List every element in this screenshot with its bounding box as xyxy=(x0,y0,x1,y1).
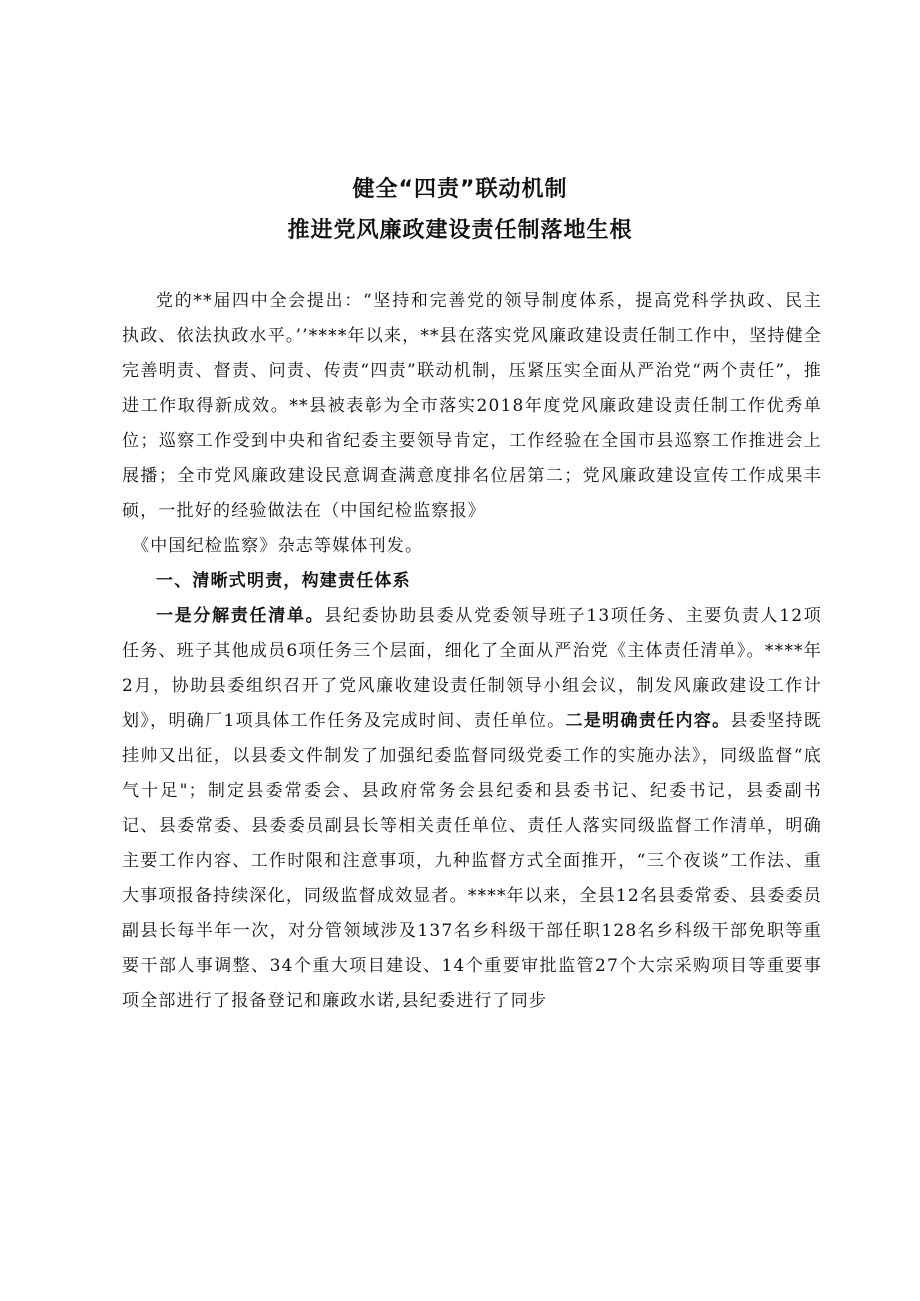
lead-phrase-2: 二是明确责任内容。 xyxy=(565,711,731,731)
paragraph-intro: 党的**届四中全会提出：“坚持和完善党的领导制度体系，提高党科学执政、民主执政、依法执政水平。’’****年以来，**县在落实党风廉政建设责任制工作中，坚持健全完善明责、督责、问责、传责“四责”联动机制，压紧压实全面从严治党“两个责任”，推进工作取得新成效。**县被表彰为全市落实2018年度党风廉政建设责任制工作优秀单位；巡察工作受到中央和省纪委主要领导肯定，工作经验在全国市县巡察工作推进会上展播；全市党风廉政建设民意调查满意度排名位居第二；党风廉政建设宣传工作成果丰硕，一批好的经验做法在（中国纪检监察报》 xyxy=(122,291,822,521)
paragraph-text-1: 县纪委协助县委从党委领导班子13项任务、主要负责人12项任务、班子其他成员6项任务三个层面，细化了全面从严治党《主体责任清单》。****年2月，协助县委组织召开了党风廉收建设责任制领导小组会议，制发风廉政建设工作计划》，明确厂1项具体工作任务及完成时间、责任单位。 xyxy=(122,606,822,731)
title-line-2: 推进党风廉政建设责任制落地生根 xyxy=(287,218,633,243)
lead-phrase-1: 一是分解责任清单。 xyxy=(156,606,325,626)
section-heading-1: 一、清晰式明责，构建责任体系 xyxy=(156,571,411,591)
title-line-1: 健全“四责”联动机制 xyxy=(352,177,568,202)
document-body xyxy=(122,284,822,1019)
paragraph-intro-cont: 《中国纪检监察》杂志等媒体刊发。 xyxy=(132,536,424,556)
paragraph-section-1 xyxy=(122,599,822,1019)
paragraph-text-2: 县委坚持既挂帅又出征，以县委文件制发了加强纪委监督同级党委工作的实施办法》，同级监督“底气十足"；制定县委常委会、县政府常务会县纪委和县委书记、纪委书记，县委副书记、县委常委、县委委员副县长等相关责任单位、责任人落实同级监督工作清单，明确主要工作内容、工作时限和注意事项，九种监督方式全面推开，“三个夜谈”工作法、重大事项报备持续深化，同级监督成效显者。****年以来，全县12名县委常委、县委委员副县长每半年一次，对分管领域涉及137名乡科级干部任职128名乡科级干部免职等重要干部人事调整、34个重大项目建设、14个重要审批监管27个大宗采购项目等重要事项全部进行了报备登记和廉政水诺,县纪委进行了同步 xyxy=(122,711,822,1011)
